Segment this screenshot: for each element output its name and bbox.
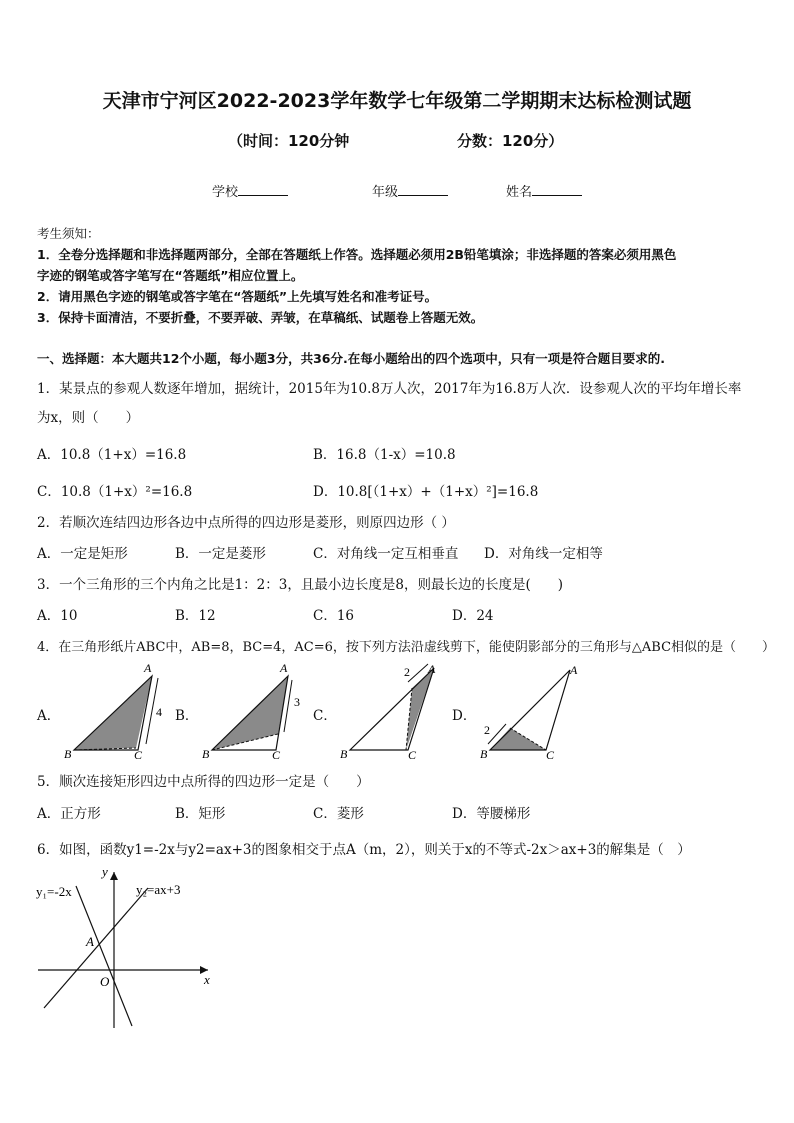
shaded-triangle (490, 728, 546, 750)
q2-option-a[interactable]: A．一定是矩形 (37, 546, 128, 562)
q4-figure-d (476, 660, 596, 760)
school-field: 学校 (212, 181, 288, 200)
q4-option-a[interactable]: A． (37, 708, 61, 724)
q2-option-c[interactable]: C．对角线一定互相垂直 (313, 546, 459, 562)
q3-option-a[interactable]: A．10 (37, 608, 78, 624)
q1-option-b[interactable]: B．16.8（1-x）=10.8 (313, 447, 456, 463)
line-y2 (44, 888, 148, 1008)
label-c: C (272, 748, 281, 760)
q6-stem: 6．如图，函数y1=-2x与y2=ax+3的图象相交于点A（m，2），则关于x的不等式-2x＞ax+3的解集是（ ） (37, 842, 691, 858)
q3-option-d[interactable]: D．24 (452, 608, 494, 624)
q4-option-c[interactable]: C． (313, 708, 337, 724)
q4-figure-b (198, 660, 308, 760)
notice-item: 1．全卷分选择题和非选择题两部分，全部在答题纸上作答。选择题必须用2B铅笔填涂；非选择题的答案必须用黑色 (37, 247, 677, 262)
q2-stem: 2．若顺次连结四边形各边中点所得的四边形是菱形，则原四边形（ ） (37, 515, 455, 531)
name-field: 姓名 (506, 181, 582, 200)
label-y1: y₁=-2x (36, 884, 72, 899)
y-axis-arrow-icon (110, 872, 118, 880)
q1-stem-cont: 为x，则（ ） (37, 410, 140, 426)
label-b: B (340, 747, 348, 760)
notice-item: 字迹的钢笔或答字笔写在“答题纸”相应位置上。 (37, 268, 304, 283)
q1-option-a[interactable]: A．10.8（1+x）=16.8 (37, 447, 187, 463)
label-origin: O (100, 974, 110, 989)
label-a: A (144, 661, 152, 675)
label-2: 2 (404, 665, 410, 679)
q5-option-d[interactable]: D．等腰梯形 (452, 806, 531, 822)
notice-item: 3．保持卡面清洁，不要折叠，不要弄破、弄皱，在草稿纸、试题卷上答题无效。 (37, 310, 484, 325)
label-3: 3 (294, 695, 300, 709)
label-y2: y₂=ax+3 (136, 882, 181, 897)
q1-option-c[interactable]: C．10.8（1+x）²=16.8 (37, 484, 193, 500)
label-a: A (280, 661, 288, 675)
page-title: 天津市宁河区2022-2023学年数学七年级第二学期期末达标检测试题 (102, 90, 692, 112)
exam-time: （时间：120分钟 (228, 132, 350, 150)
notice-heading: 考生须知： (37, 226, 100, 241)
notice-item: 2．请用黑色字迹的钢笔或答字笔在“答题纸”上先填写姓名和准考证号。 (37, 289, 438, 304)
triangle-abc (350, 668, 434, 750)
q1-option-d[interactable]: D．10.8[（1+x）+（1+x）²]=16.8 (313, 484, 539, 500)
section-heading: 一、选择题：本大题共12个小题，每小题3分，共36分.在每小题给出的四个选项中，只有一项是符合题目要求的. (37, 351, 665, 366)
q3-option-c[interactable]: C．16 (313, 608, 355, 624)
q4-figure-c (336, 660, 446, 760)
q5-option-b[interactable]: B．矩形 (175, 806, 226, 822)
q1-stem: 1．某景点的参观人数逐年增加，据统计，2015年为10.8万人次，2017年为16.8万人次．设参观人次的平均年增长率 (37, 381, 742, 397)
q5-stem: 5．顺次连接矩形四边中点所得的四边形一定是（ ） (37, 774, 370, 790)
label-a: A (570, 663, 578, 677)
label-c: C (546, 748, 555, 760)
triangle-abc (490, 670, 570, 750)
q4-option-d[interactable]: D． (452, 708, 477, 724)
line-y1 (76, 886, 132, 1026)
q4-option-b[interactable]: B． (175, 708, 199, 724)
q2-option-b[interactable]: B．一定是菱形 (175, 546, 266, 562)
exam-score: 分数：120分） (457, 132, 564, 150)
label-c: C (134, 748, 143, 760)
label-x: x (204, 972, 210, 987)
label-y: y (102, 864, 108, 879)
label-a: A (428, 662, 436, 676)
label-c: C (408, 748, 417, 760)
label-b: B (202, 747, 210, 760)
grade-blank[interactable] (398, 183, 448, 196)
label-b: B (480, 747, 488, 760)
grade-field: 年级 (372, 181, 448, 200)
q4-stem: 4．在三角形纸片ABC中，AB=8，BC=4，AC=6，按下列方法沿虚线剪下，能使阴影部分的三角形与△ABC相似的是（ ） (37, 640, 776, 655)
q3-option-b[interactable]: B．12 (175, 608, 216, 624)
q3-stem: 3．一个三角形的三个内角之比是1：2：3，且最小边长度是8，则最长边的长度是( ) (37, 577, 563, 593)
q5-option-a[interactable]: A．正方形 (37, 806, 101, 822)
q5-option-c[interactable]: C．菱形 (313, 806, 364, 822)
label-2: 2 (484, 723, 490, 737)
q6-graph (30, 862, 220, 1032)
label-b: B (64, 747, 72, 760)
label-point-a: A (86, 934, 94, 949)
q2-option-d[interactable]: D．对角线一定相等 (484, 546, 603, 562)
q4-figure-a (60, 660, 170, 760)
label-4: 4 (156, 705, 162, 719)
school-blank[interactable] (238, 183, 288, 196)
name-blank[interactable] (532, 183, 582, 196)
